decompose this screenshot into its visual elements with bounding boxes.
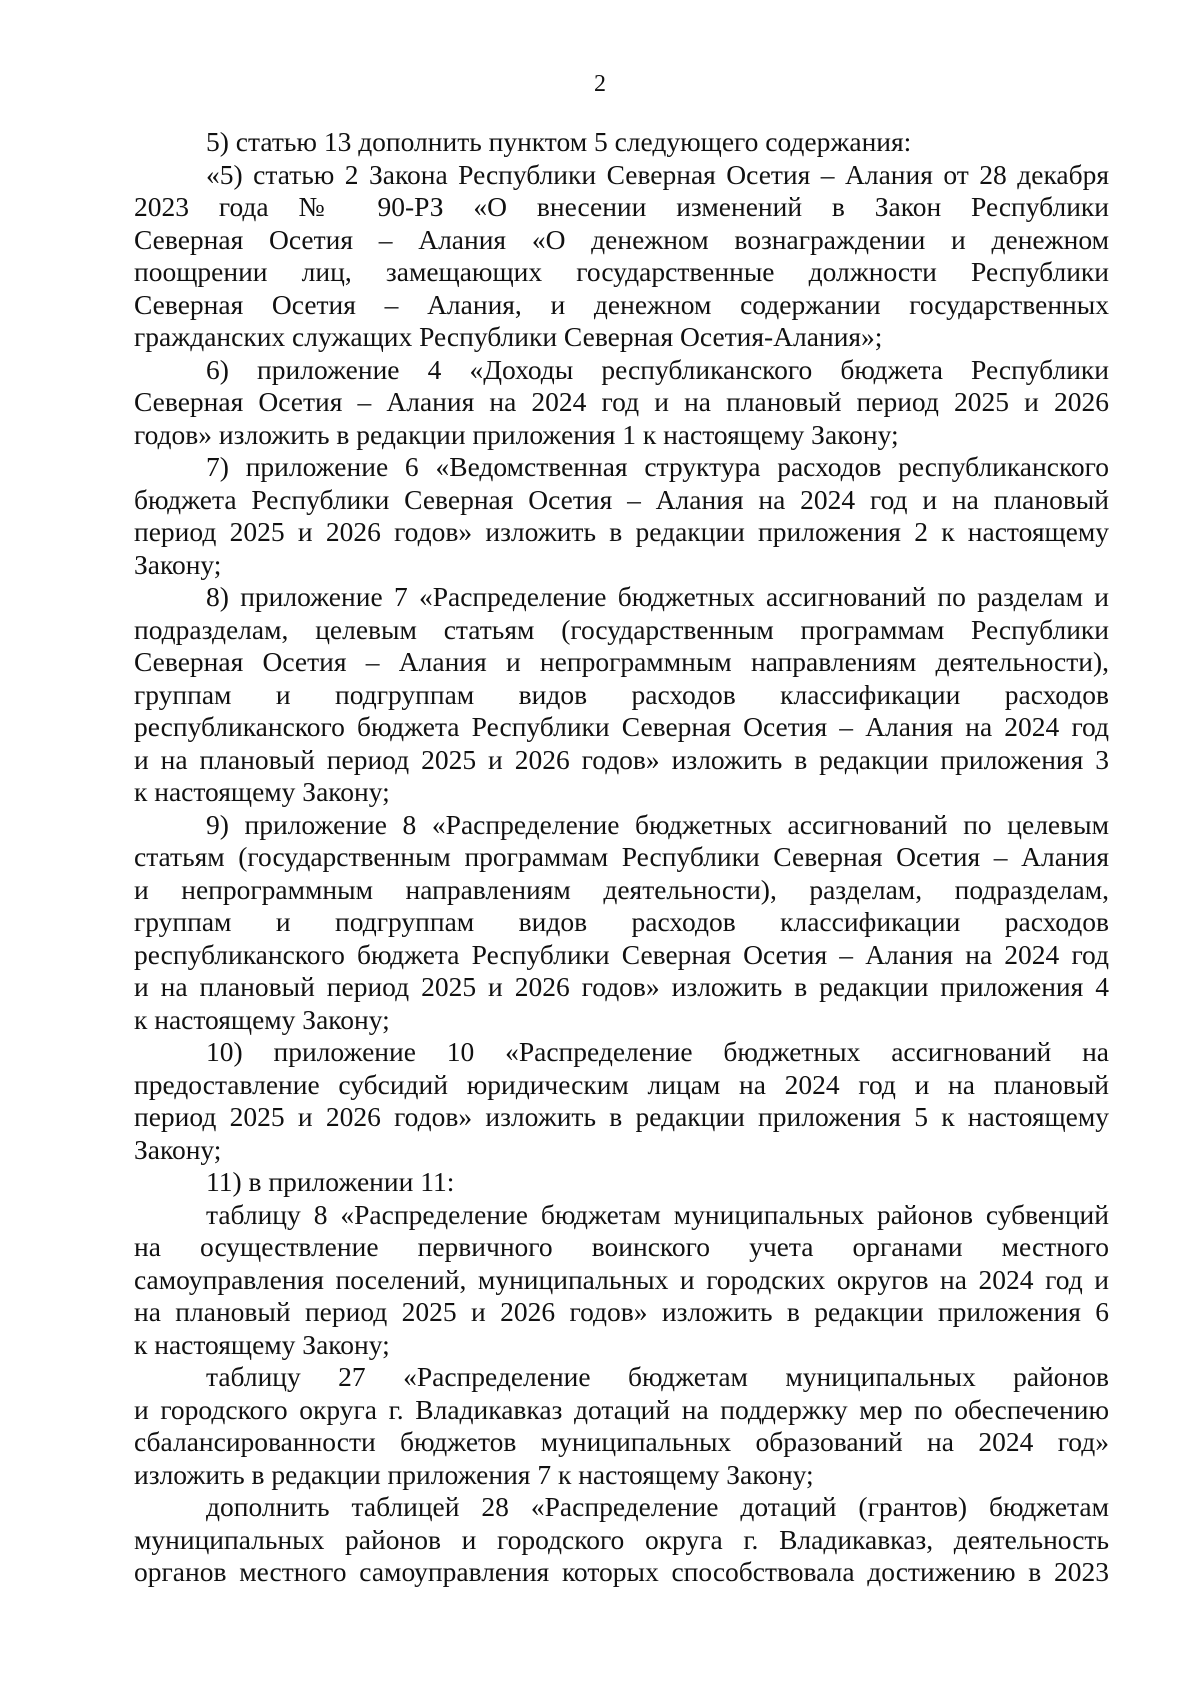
text-line: изложить в редакции приложения 7 к настоящему Закону;	[134, 1458, 814, 1490]
text-line: республиканского бюджета Республики Северная Осетия – Алания на 2024 год	[134, 938, 1109, 970]
text-line: и на плановый период 2025 и 2026 годов» изложить в редакции приложения 4	[134, 971, 1109, 1002]
text-line: статьям (государственным программам Республики Северная Осетия – Алания	[134, 841, 1109, 872]
text-line: группам и подгруппам видов расходов классификации расходов	[134, 678, 1109, 710]
text-line: к настоящему Закону;	[134, 1003, 390, 1035]
text-line: годов» изложить в редакции приложения 1 к настоящему Закону;	[134, 418, 899, 450]
text-line: на осуществление первичного воинского учета органами местного	[134, 1231, 1109, 1262]
text-line: 5) статью 13 дополнить пунктом 5 следующего содержания:	[206, 126, 912, 157]
text-line: дополнить таблицей 28 «Распределение дотаций (грантов) бюджетам	[206, 1491, 1109, 1522]
text-line: поощрении лиц, замещающих государственные должности Республики	[134, 256, 1109, 287]
text-line: муниципальных районов и городского округа г. Владикавказ, деятельность	[134, 1523, 1109, 1555]
text-line: к настоящему Закону;	[134, 776, 390, 807]
text-line: Северная Осетия – Алания и непрограммным направлениям деятельности),	[134, 646, 1109, 677]
text-line: бюджета Республики Северная Осетия – Алания на 2024 год и на плановый	[134, 483, 1109, 515]
text-line: и городского округа г. Владикавказ дотаций на поддержку мер по обеспечению	[134, 1393, 1109, 1425]
text-line: таблицу 27 «Распределение бюджетам муниципальных районов	[206, 1361, 1109, 1392]
text-line: Закону;	[134, 548, 222, 580]
text-line: «5) статью 2 Закона Республики Северная Осетия – Алания от 28 декабря	[206, 158, 1109, 190]
text-line: на плановый период 2025 и 2026 годов» изложить в редакции приложения 6	[134, 1296, 1109, 1327]
page-number: 2	[594, 71, 606, 97]
text-line: Северная Осетия – Алания на 2024 год и на плановый период 2025 и 2026	[134, 386, 1109, 417]
text-line: 8) приложение 7 «Распределение бюджетных ассигнований по разделам и	[206, 581, 1109, 612]
text-line: и на плановый период 2025 и 2026 годов» изложить в редакции приложения 3	[134, 743, 1109, 775]
text-line: самоуправления поселений, муниципальных и городских округов на 2024 год и	[134, 1263, 1109, 1295]
text-line: 2023 года № 90-РЗ «О внесении изменений в Закон Республики	[134, 191, 1109, 222]
text-line: 10) приложение 10 «Распределение бюджетных ассигнований на	[206, 1036, 1109, 1067]
text-line: подразделам, целевым статьям (государственным программам Республики	[134, 613, 1109, 645]
text-line: период 2025 и 2026 годов» изложить в редакции приложения 5 к настоящему	[134, 1101, 1109, 1132]
text-line: к настоящему Закону;	[134, 1328, 390, 1360]
text-line: сбалансированности бюджетов муниципальных образований на 2024 год»	[134, 1426, 1109, 1457]
text-line: и непрограммным направлениям деятельности), разделам, подразделам,	[134, 873, 1109, 905]
text-line: 9) приложение 8 «Распределение бюджетных ассигнований по целевым	[206, 808, 1109, 840]
text-line: группам и подгруппам видов расходов классификации расходов	[134, 906, 1109, 937]
text-line: 7) приложение 6 «Ведомственная структура расходов республиканского	[206, 451, 1109, 482]
text-line: органов местного самоуправления которых способствовала достижению в 2023	[134, 1556, 1109, 1587]
text-line: Закону;	[134, 1133, 222, 1165]
text-line: Северная Осетия – Алания, и денежном содержании государственных	[134, 288, 1109, 320]
text-line: 6) приложение 4 «Доходы республиканского бюджета Республики	[206, 353, 1109, 385]
text-line: 11) в приложении 11:	[206, 1166, 455, 1197]
text-line: Северная Осетия – Алания «О денежном вознаграждении и денежном	[134, 223, 1109, 255]
document-body	[134, 126, 1109, 1589]
text-line: республиканского бюджета Республики Северная Осетия – Алания на 2024 год	[134, 711, 1109, 742]
text-line: таблицу 8 «Распределение бюджетам муниципальных районов субвенций	[206, 1198, 1109, 1230]
text-line: гражданских служащих Республики Северная Осетия-Алания»;	[134, 321, 883, 352]
text-line: предоставление субсидий юридическим лицам на 2024 год и на плановый	[134, 1068, 1109, 1100]
text-line: период 2025 и 2026 годов» изложить в редакции приложения 2 к настоящему	[134, 516, 1109, 547]
